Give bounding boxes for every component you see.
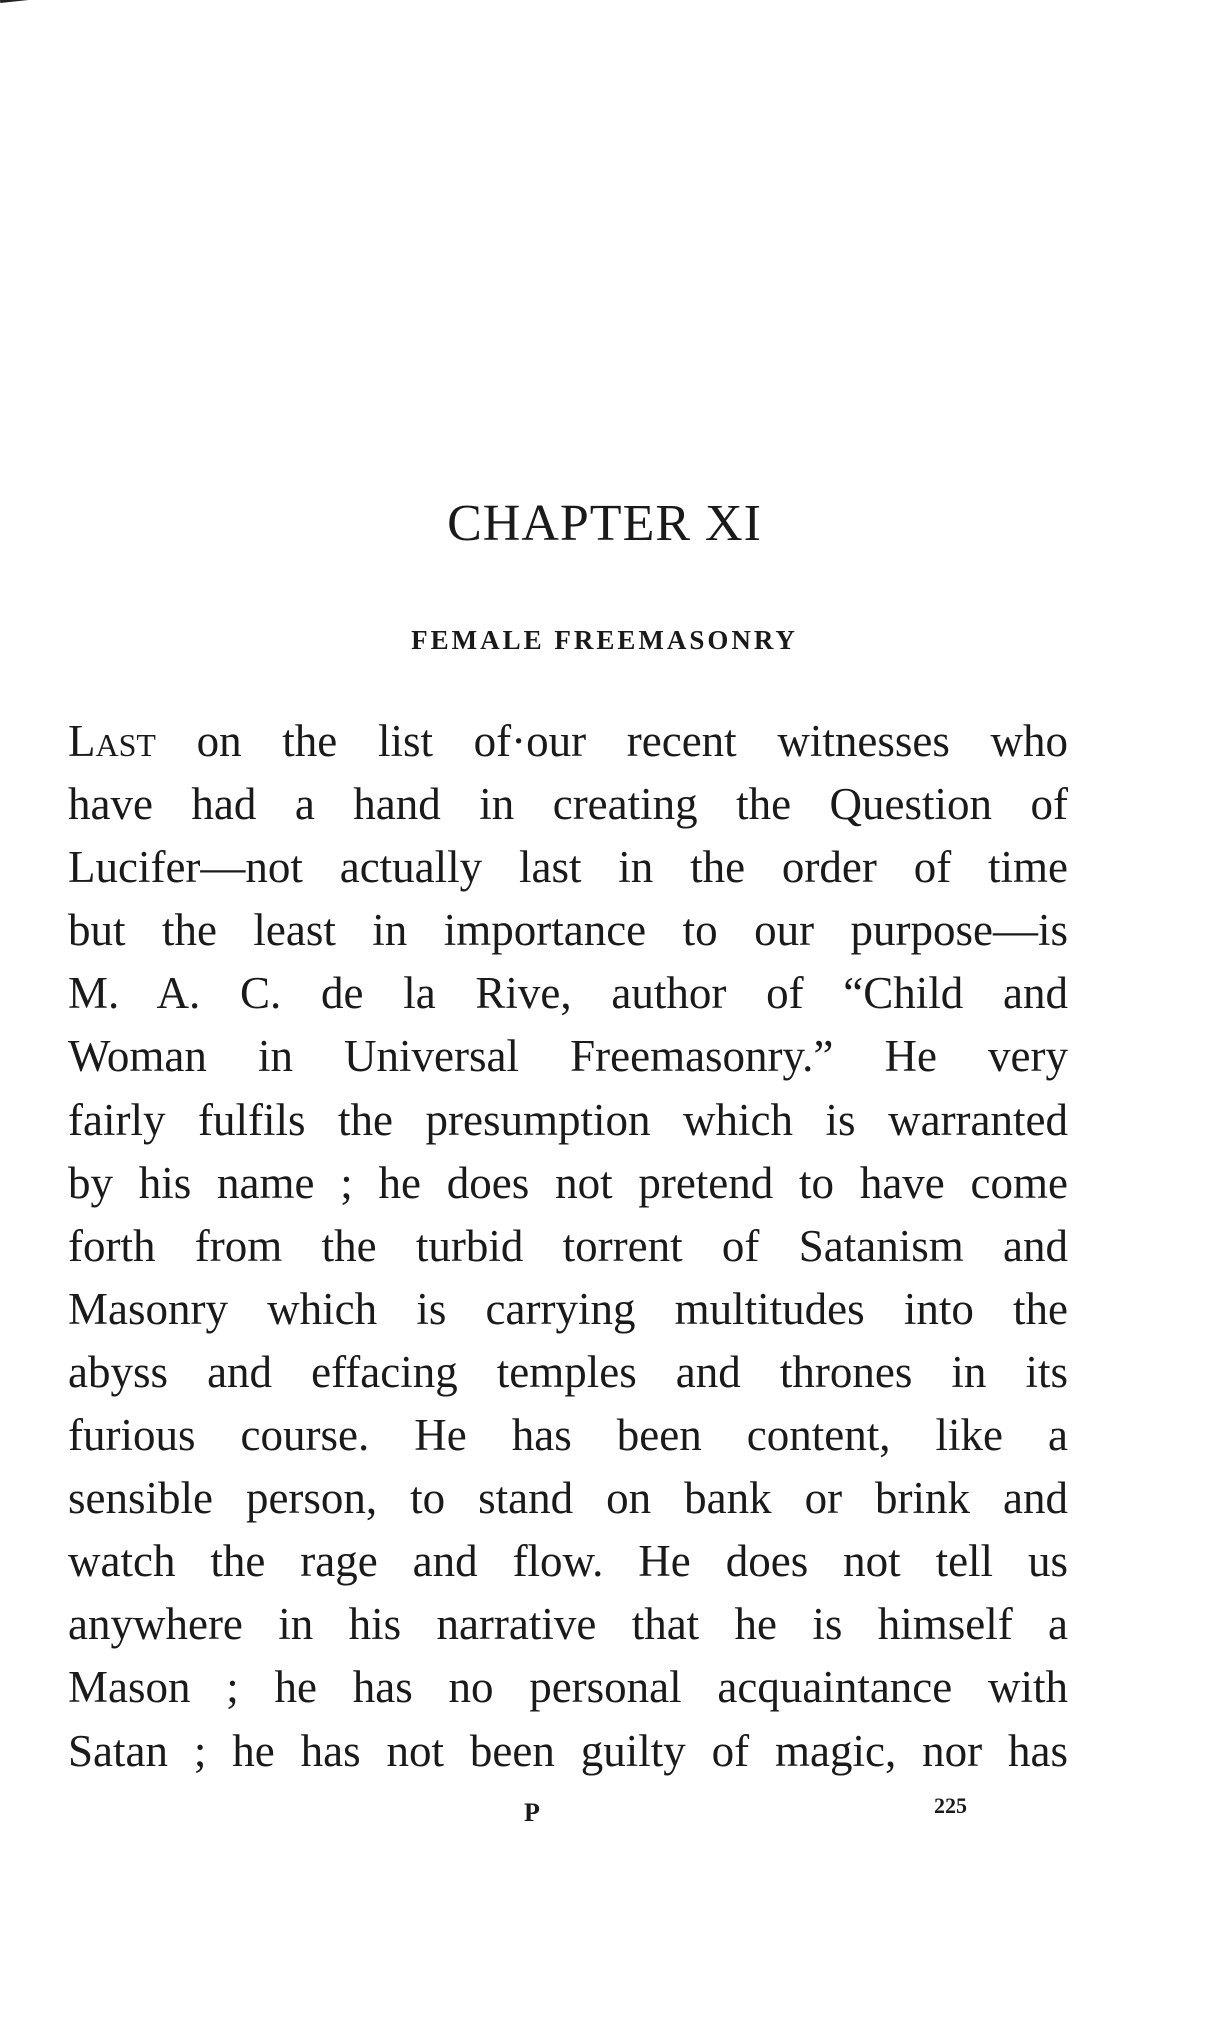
signature-mark: P bbox=[524, 1798, 540, 1827]
text-line-1 bbox=[68, 710, 1068, 773]
text-line-12: furious course. He has been content, like a bbox=[68, 1410, 1068, 1461]
page-number: 225 bbox=[934, 1793, 967, 1818]
text-line-2: have had a hand in creating the Question of bbox=[68, 779, 1068, 830]
lead-word: Last bbox=[68, 716, 156, 766]
text-line-15: anywhere in his narrative that he is himself a bbox=[68, 1599, 1068, 1650]
scan-corner-mark bbox=[0, 0, 40, 3]
text-line-4: but the least in importance to our purpose—is bbox=[68, 905, 1068, 956]
text-line-14: watch the rage and flow. He does not tell us bbox=[68, 1536, 1068, 1587]
text-line-5: M. A. C. de la Rive, author of “Child and bbox=[68, 968, 1068, 1019]
text-line-6: Woman in Universal Freemasonry.” He very bbox=[68, 1031, 1068, 1082]
chapter-subtitle: FEMALE FREEMASONRY bbox=[411, 625, 798, 655]
text-line-13: sensible person, to stand on bank or brink and bbox=[68, 1473, 1068, 1524]
text-line-7: fairly fulfils the presumption which is warranted bbox=[68, 1094, 1068, 1145]
first-line-rest: on the list of·our recent witnesses who bbox=[155, 716, 1068, 766]
text-line-8: by his name ; he does not pretend to have come bbox=[68, 1157, 1068, 1208]
text-line-16: Mason ; he has no personal acquaintance with bbox=[68, 1662, 1068, 1713]
text-line-11: abyss and effacing temples and thrones in its bbox=[68, 1346, 1068, 1397]
text-line-17: Satan ; he has not been guilty of magic, nor has bbox=[68, 1725, 1068, 1776]
body-paragraph bbox=[68, 710, 1068, 1783]
text-line-10: Masonry which is carrying multitudes into the bbox=[68, 1283, 1068, 1334]
chapter-title: CHAPTER XI bbox=[447, 495, 762, 552]
text-line-3: Lucifer—not actually last in the order of time bbox=[68, 842, 1068, 893]
text-line-9: forth from the turbid torrent of Satanism and bbox=[68, 1220, 1068, 1271]
